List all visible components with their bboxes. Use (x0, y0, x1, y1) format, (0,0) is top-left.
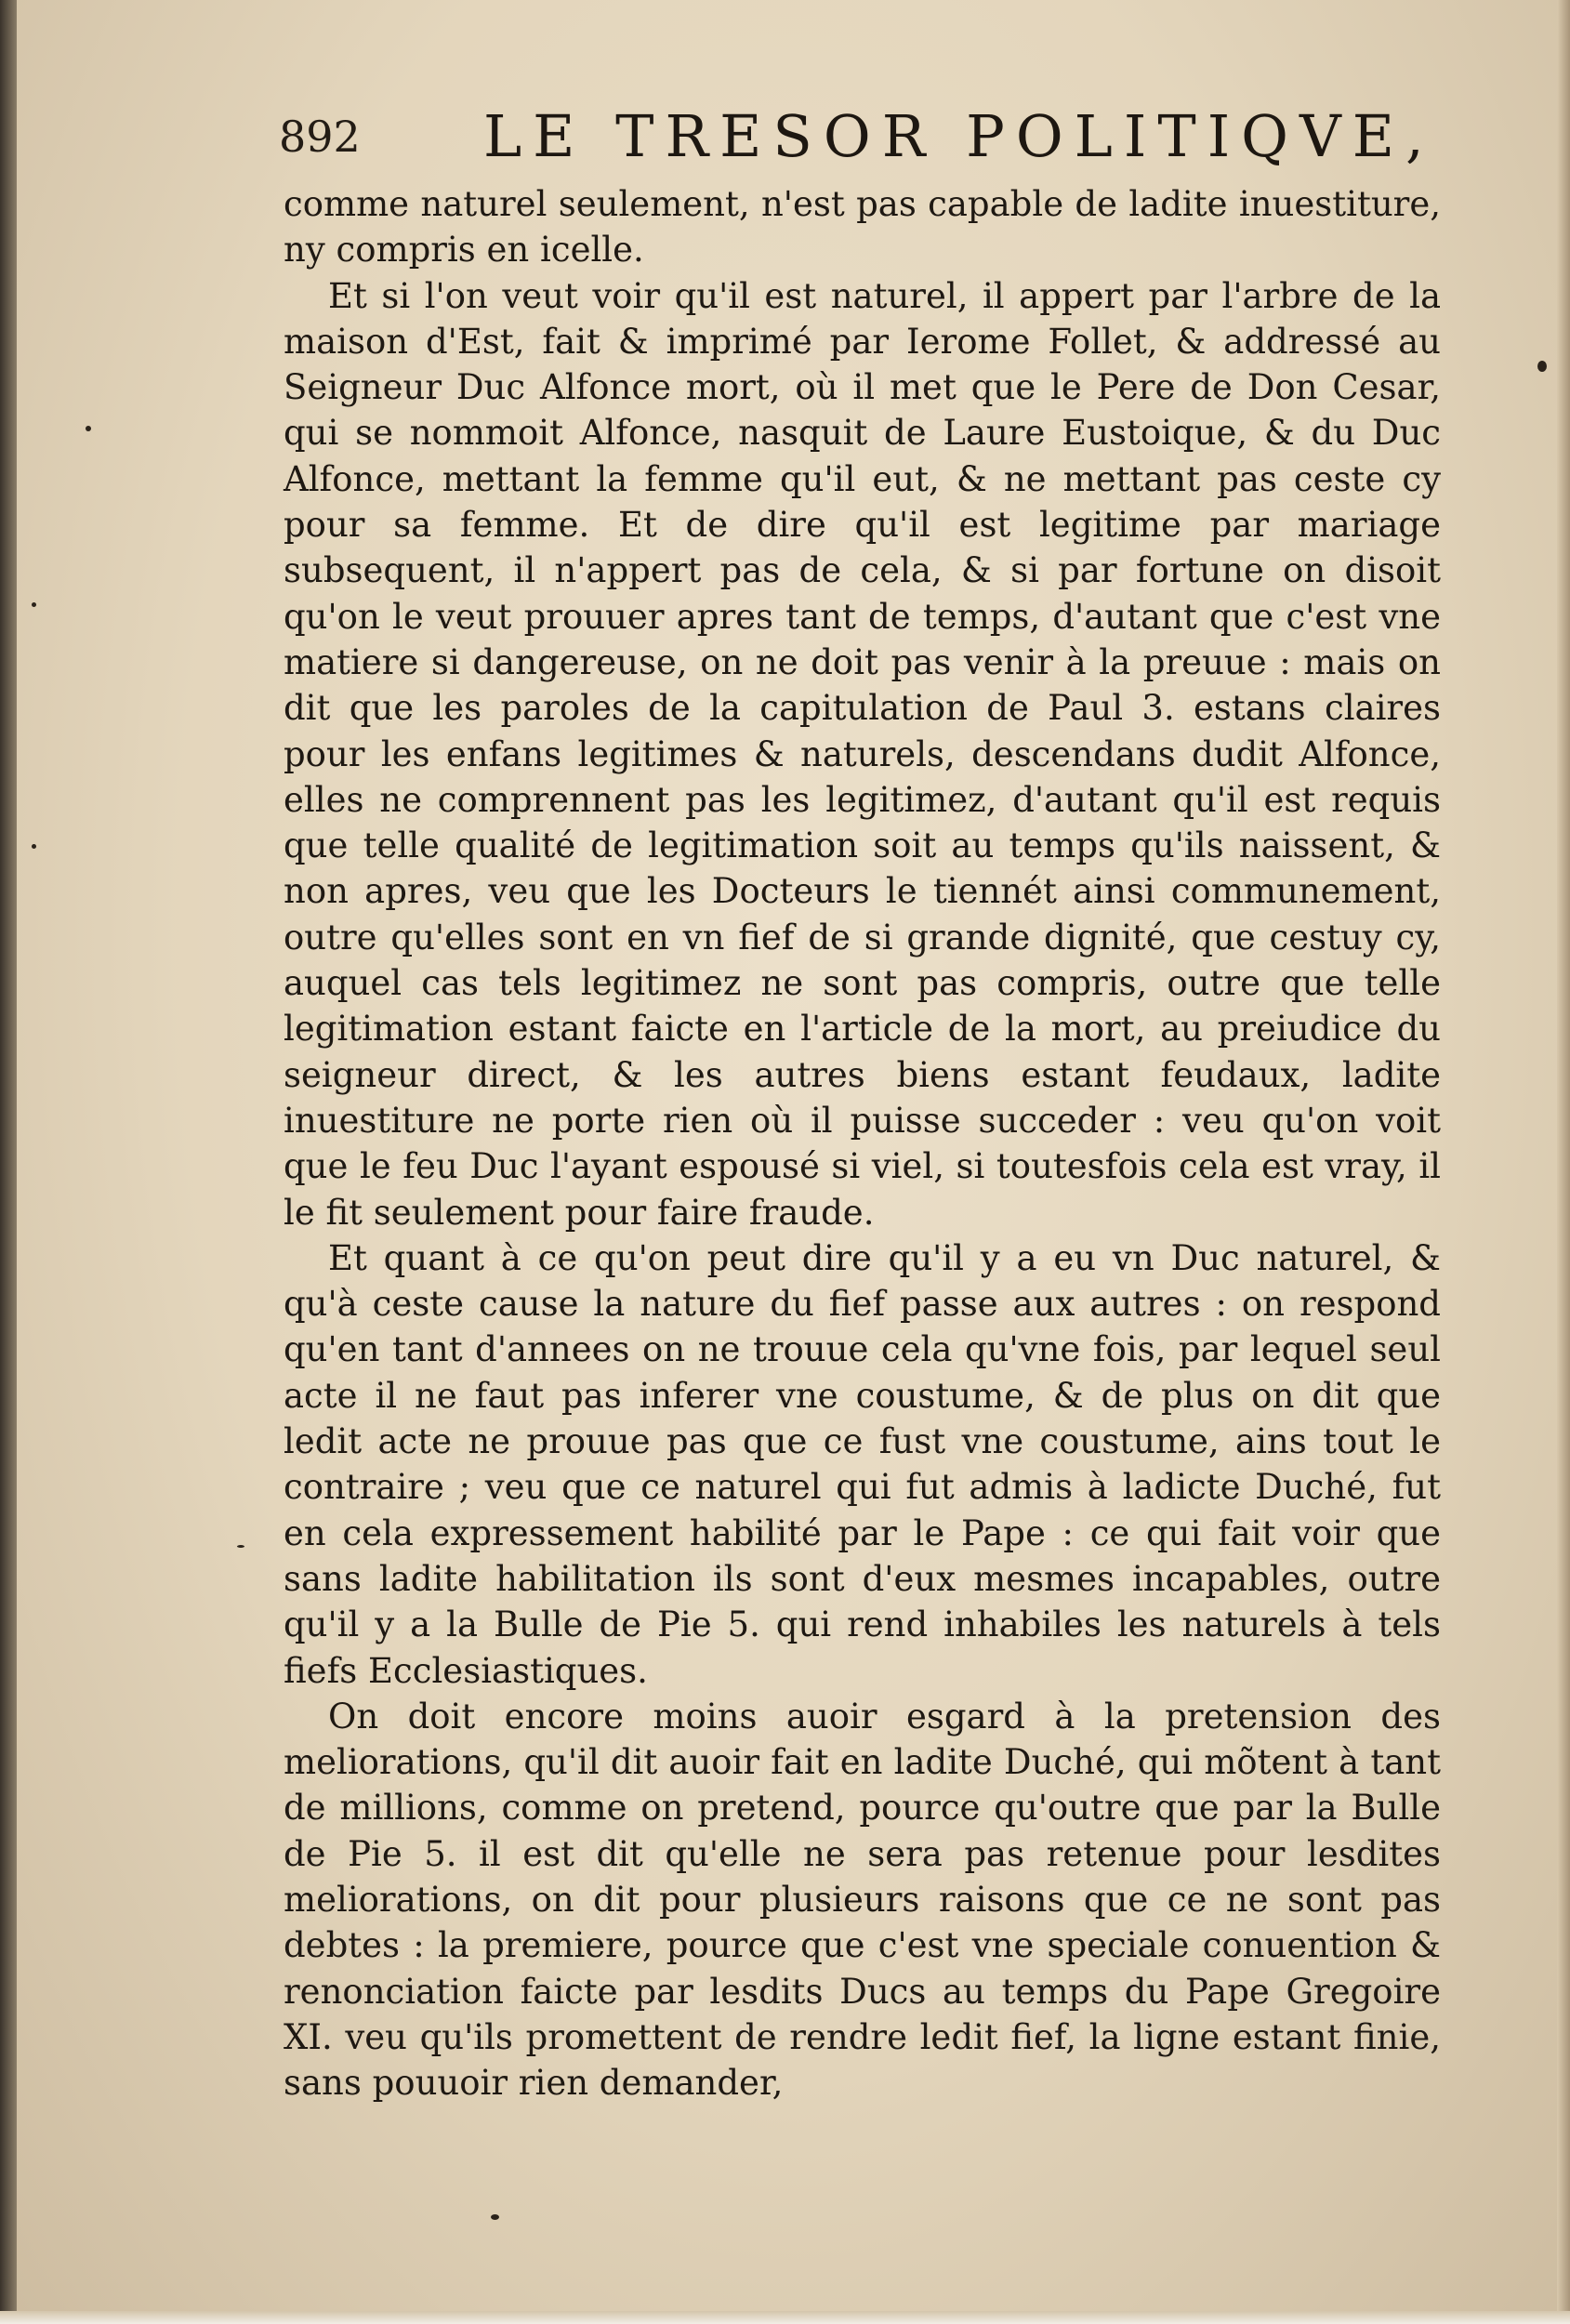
page-header (279, 102, 1435, 186)
paragraph: On doit encore moins auoir esgard à la pretension des meliorations, qu'il dit auoir fait en ladite Duché, qui mõtent à tant de millions, comme on pretend, pource qu'outre que par la Bulle de Pie 5. il est dit qu'elle ne sera pas retenue pour lesdites meliorations, on dit pour plusieurs raisons que ce ne sont pas debtes : la premiere, pource que c'est vne speciale conuention & renonciation faicte par lesdits Ducs au temps du Pape Gregoire XI. veu qu'ils promettent de rendre ledit fief, la ligne estant finie, sans pouuoir rien demander, (284, 1696, 1441, 2104)
paragraph: Et quant à ce qu'on peut dire qu'il y a eu vn Duc naturel, & qu'à ceste cause la nature du fief passe aux autres : on respond qu'en tant d'annees on ne trouue cela qu'vne fois, par lequel seul acte il ne faut pas inferer vne coustume, & de plus on dit que ledit acte ne prouue pas que ce fust vne coustume, ains tout le contraire ; veu que ce naturel qui fut admis à ladicte Duché, fut en cela expressement habilité par le Pape : ce qui fait voir que sans ladite habilitation ils sont d'eux mesmes incapables, outre qu'il y a la Bulle de Pie 5. qui rend inhabiles les naturels à tels fiefs Ecclesiastiques. (284, 1237, 1441, 1691)
page-number: 892 (279, 112, 361, 162)
ink-speck (237, 1545, 244, 1548)
ink-speck (86, 426, 91, 431)
ink-speck (32, 602, 36, 607)
ink-speck (491, 2214, 499, 2220)
ink-speck (1537, 361, 1547, 372)
page-bottom-edge (0, 2311, 1570, 2324)
ink-speck (32, 844, 36, 849)
paragraph: Et si l'on veut voir qu'il est naturel, il appert par l'arbre de la maison d'Est, fait & imprimé par Ierome Follet, & addressé au Seigneur Duc Alfonce mort, où il met que le Pere de Don Cesar, qui se nommoit Alfonce, nasquit de Laure Eustoique, & du Duc Alfonce, mettant la femme qu'il eut, & ne mettant pas ceste cy pour sa femme. Et de dire qu'il est legitime par mariage subsequent, il n'appert pas de cela, & si par fortune on disoit qu'on le veut prouuer apres tant de temps, d'autant que c'est vne matiere si dangereuse, on ne doit pas venir à la preuue : mais on dit que les paroles de la capitulation de Paul 3. estans claires pour les enfans legitimes & naturels, descendans dudit Alfonce, elles ne comprennent pas les legitimez, d'autant qu'il est requis que telle qualité de legitimation soit au temps qu'ils naissent, & non apres, veu que les Docteurs le tiennét ainsi communement, outre qu'elles sont en vn fief de si grande dignité, que cestuy cy, auquel cas tels legitimez ne sont pas compris, outre que telle legitimation estant faicte en l'article de la mort, au preiudice du seigneur direct, & les autres biens estant feudaux, ladite inuestiture ne porte rien où il puisse succeder : veu qu'on voit que le feu Duc l'ayant espousé si viel, si toutesfois cela est vray, il le fit seulement pour faire fraude. (284, 275, 1441, 1233)
page-binding-shadow (0, 0, 17, 2324)
paragraph-continuation: comme naturel seulement, n'est pas capable de ladite inuestiture, ny compris en icelle. (284, 184, 1441, 271)
page-right-edge (1557, 0, 1570, 2324)
body-text (284, 181, 1441, 2106)
running-title: LE TRESOR POLITIQVE, (483, 102, 1435, 170)
